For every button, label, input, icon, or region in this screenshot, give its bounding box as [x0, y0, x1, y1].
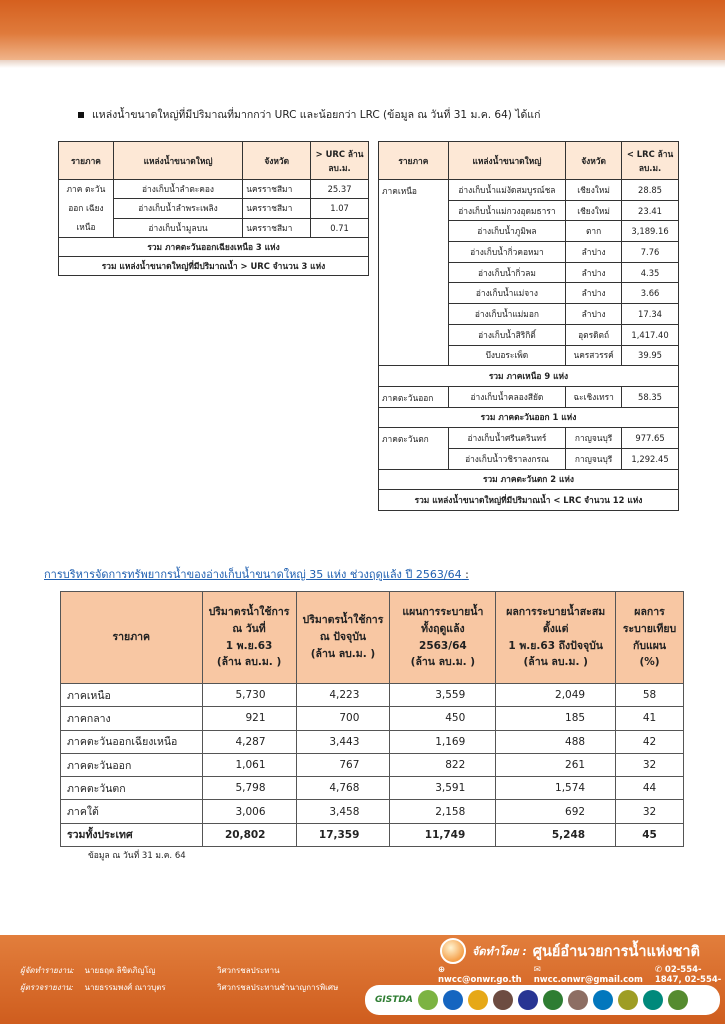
- sum-row: [61, 823, 684, 846]
- value-cell: 25.37: [311, 180, 369, 199]
- header-band: [0, 0, 725, 60]
- value-cell: 32: [616, 753, 684, 776]
- table-header-row: [61, 592, 684, 684]
- org-name: ศูนย์อำนวยการน้ำแห่งชาติ: [532, 943, 700, 960]
- navy-logo-icon: [518, 990, 538, 1010]
- total-cell: รวม แหล่งน้ำขนาดใหญ่ที่มีปริมาณน้ำ < LRC จำนวน 12 แห่ง: [379, 490, 679, 511]
- value-cell: 3.66: [622, 283, 679, 304]
- total-row: [59, 257, 369, 276]
- header-line: 1 พ.ย.63: [225, 639, 273, 652]
- col-province: จังหวัด: [243, 142, 311, 180]
- province-cell: นครราชสีมา: [243, 180, 311, 199]
- table-header-row: [379, 142, 679, 180]
- bullet-icon: [78, 112, 84, 118]
- value-cell: 3,443: [296, 730, 390, 753]
- reviewed-role: วิศวกรชลประทานชำนาญการพิเศษ: [217, 983, 339, 992]
- total-cell: รวม แหล่งน้ำขนาดใหญ่ที่มีปริมาณน้ำ > URC จำนวน 3 แห่ง: [59, 257, 369, 276]
- emblem-logo-icon: [468, 990, 488, 1010]
- subtotal-row: [379, 407, 679, 428]
- value-cell: 17,359: [296, 823, 390, 846]
- prepared-label: ผู้จัดทำรายงาน:: [20, 966, 75, 975]
- value-cell: 3,559: [390, 684, 496, 707]
- email-1-text[interactable]: nwcc@onwr.go.th: [438, 975, 522, 985]
- value-cell: 1,061: [202, 753, 296, 776]
- col-reservoir: แหล่งน้ำขนาดใหญ่: [448, 142, 565, 180]
- region-cell: ภาคตะวันตก: [61, 777, 203, 800]
- value-cell: 700: [296, 707, 390, 730]
- reservoir-cell: อ่างเก็บน้ำลำตะคอง: [113, 180, 242, 199]
- province-cell: นครสวรรค์: [566, 345, 622, 366]
- province-cell: เชียงใหม่: [566, 180, 622, 201]
- header-line: แผนการระบายน้ำ: [402, 605, 484, 618]
- province-cell: นครราชสีมา: [243, 199, 311, 218]
- header-lines: [502, 604, 609, 671]
- value-cell: 921: [202, 707, 296, 730]
- reservoir-cell: อ่างเก็บน้ำแม่มอก: [448, 304, 565, 325]
- table-row: [61, 730, 684, 753]
- seal-logo-icon: [493, 990, 513, 1010]
- management-body: [61, 684, 684, 847]
- province-cell: ตาก: [566, 221, 622, 242]
- dept-logo-icon: [443, 990, 463, 1010]
- header-line: ผลการ: [634, 605, 665, 618]
- table-row: [379, 386, 679, 407]
- email-2-text[interactable]: nwcc.onwr@gmail.com: [533, 975, 643, 985]
- lrc-body: [379, 180, 679, 511]
- reservoir-cell: อ่างเก็บน้ำกิ่วคอหมา: [448, 242, 565, 263]
- value-cell: 2,158: [390, 800, 496, 823]
- reservoir-cell: อ่างเก็บน้ำวชิราลงกรณ: [448, 448, 565, 469]
- table-row: [379, 428, 679, 449]
- header-line: (ล้าน ลบ.ม. ): [216, 656, 282, 669]
- teal-logo-icon: [643, 990, 663, 1010]
- brown-logo-icon: [568, 990, 588, 1010]
- value-cell: 4,223: [296, 684, 390, 707]
- header-line: ทั้งฤดูแล้ง 2563/64: [419, 622, 467, 652]
- value-cell: 2,049: [496, 684, 616, 707]
- section1-title: [78, 106, 540, 123]
- region-cell: ภาคใต้: [61, 800, 203, 823]
- value-cell: 261: [496, 753, 616, 776]
- reservoir-cell: อ่างเก็บน้ำแม่จาง: [448, 283, 565, 304]
- section2-title-text[interactable]: การบริหารจัดการทรัพยากรน้ำของอ่างเก็บน้ำขนาดใหญ่ 35 แห่ง ช่วงฤดูแล้ง ปี 2563/64: [44, 568, 462, 581]
- province-cell: ฉะเชิงเทรา: [566, 386, 622, 407]
- header-line: 1 พ.ย.63 ถึงปัจจุบัน: [508, 639, 603, 652]
- province-cell: กาญจนบุรี: [566, 428, 622, 449]
- header-line: ผลการระบายน้ำสะสม: [506, 605, 606, 618]
- reservoir-cell: อ่างเก็บน้ำแม่กวงอุดมธารา: [448, 200, 565, 221]
- col-volume-now: [296, 592, 390, 684]
- value-cell: 450: [390, 707, 496, 730]
- reservoir-cell: อ่างเก็บน้ำมูลบน: [113, 218, 242, 237]
- value-cell: 28.85: [622, 180, 679, 201]
- value-cell: 5,798: [202, 777, 296, 800]
- value-cell: 3,591: [390, 777, 496, 800]
- reviewed-label: ผู้ตรวจรายงาน:: [20, 983, 74, 992]
- value-cell: 977.65: [622, 428, 679, 449]
- value-cell: 45: [616, 823, 684, 846]
- value-cell: 767: [296, 753, 390, 776]
- table-row: [379, 180, 679, 201]
- value-cell: 822: [390, 753, 496, 776]
- region-cell: ภาคตะวันออกเฉียงเหนือ: [61, 730, 203, 753]
- col-province: จังหวัด: [566, 142, 622, 180]
- header-line: (ล้าน ลบ.ม. ): [310, 647, 376, 660]
- header-line: ณ วันที่: [232, 622, 266, 635]
- header-lines: [622, 604, 677, 671]
- value-cell: 17.34: [622, 304, 679, 325]
- total-row: [379, 490, 679, 511]
- region-cell: ภาคตะวันออก: [379, 386, 449, 407]
- section2-colon: :: [461, 568, 469, 581]
- subtotal-cell: รวม ภาคตะวันออกเฉียงเหนือ 3 แห่ง: [59, 238, 369, 257]
- prepared-role: วิศวกรชลประทาน: [217, 966, 280, 975]
- col-region: รายภาค: [59, 142, 114, 180]
- reviewed-name: นายธรรมพงศ์ ณาวบุตร: [84, 983, 166, 992]
- value-cell: 1,417.40: [622, 324, 679, 345]
- header-line: (ล้าน ลบ.ม. ): [523, 656, 588, 669]
- col-volume-nov: [202, 592, 296, 684]
- reservoir-cell: บึงบอระเพ็ด: [448, 345, 565, 366]
- reservoir-cell: อ่างเก็บน้ำคลองสียัด: [448, 386, 565, 407]
- header-shadow: [0, 60, 725, 68]
- section2-title[interactable]: [44, 565, 469, 583]
- value-cell: 39.95: [622, 345, 679, 366]
- table-row: [61, 684, 684, 707]
- col-region: รายภาค: [61, 592, 203, 684]
- province-cell: อุตรดิตถ์: [566, 324, 622, 345]
- subtotal-row: [379, 469, 679, 490]
- value-cell: 23.41: [622, 200, 679, 221]
- col-percent: [616, 592, 684, 684]
- footer-staff: [20, 962, 338, 996]
- region-cell: ภาค ตะวันออก เฉียงเหนือ: [59, 180, 114, 238]
- value-cell: 3,458: [296, 800, 390, 823]
- value-cell: 3,189.16: [622, 221, 679, 242]
- urc-table: [58, 141, 369, 276]
- header-line: ณ ปัจจุบัน: [319, 631, 367, 644]
- province-cell: ลำปาง: [566, 262, 622, 283]
- reservoir-cell: อ่างเก็บน้ำภูมิพล: [448, 221, 565, 242]
- gistda-logo: GISTDA: [375, 995, 413, 1005]
- olive-logo-icon: [618, 990, 638, 1010]
- subtotal-row: [379, 366, 679, 387]
- header-line: ตั้งแต่: [542, 622, 569, 635]
- value-cell: 58.35: [622, 386, 679, 407]
- value-cell: 41: [616, 707, 684, 730]
- value-cell: 11,749: [390, 823, 496, 846]
- value-cell: 32: [616, 800, 684, 823]
- value-cell: 42: [616, 730, 684, 753]
- col-reservoir: แหล่งน้ำขนาดใหญ่: [113, 142, 242, 180]
- table-row: [61, 707, 684, 730]
- header-line: (ล้าน ลบ.ม. ): [410, 656, 476, 669]
- lrc-table: [378, 141, 679, 511]
- col-result: [496, 592, 616, 684]
- table-header-row: [59, 142, 369, 180]
- region-cell: ภาคเหนือ: [61, 684, 203, 707]
- region-cell: ภาคกลาง: [61, 707, 203, 730]
- value-cell: 0.71: [311, 218, 369, 237]
- col-urc: > URC ล้าน ลบ.ม.: [311, 142, 369, 180]
- phone-text: 02-554-1847, 02-554-: [654, 965, 722, 985]
- forest-logo-icon: [668, 990, 688, 1010]
- value-cell: 1.07: [311, 199, 369, 218]
- green-logo-icon: [543, 990, 563, 1010]
- region-cell: ภาคเหนือ: [379, 180, 449, 366]
- reservoir-cell: อ่างเก็บน้ำกิ่วลม: [448, 262, 565, 283]
- value-cell: 185: [496, 707, 616, 730]
- value-cell: 488: [496, 730, 616, 753]
- subtotal-cell: รวม ภาคตะวันตก 2 แห่ง: [379, 469, 679, 490]
- globe-icon: ⊕: [438, 965, 446, 975]
- prepared-name: นายธฤต ลิขิตภิญโญ: [84, 966, 156, 975]
- subtotal-cell: รวม ภาคเหนือ 9 แห่ง: [379, 366, 679, 387]
- header-line: ระบายเทียบ: [622, 622, 677, 635]
- prepared-by-row: [20, 962, 338, 979]
- header-line: ปริมาตรน้ำใช้การ: [302, 614, 384, 627]
- value-cell: 5,248: [496, 823, 616, 846]
- value-cell: 1,169: [390, 730, 496, 753]
- reservoir-cell: อ่างเก็บน้ำสิริกิติ์: [448, 324, 565, 345]
- partner-logos: [365, 985, 720, 1015]
- province-cell: เชียงใหม่: [566, 200, 622, 221]
- value-cell: 7.76: [622, 242, 679, 263]
- value-cell: 20,802: [202, 823, 296, 846]
- value-cell: 44: [616, 777, 684, 800]
- province-cell: ลำปาง: [566, 283, 622, 304]
- data-note: ข้อมูล ณ วันที่ 31 ม.ค. 64: [88, 851, 186, 861]
- value-cell: 1,292.45: [622, 448, 679, 469]
- col-plan: [390, 592, 496, 684]
- header-lines: [396, 604, 489, 671]
- reservoir-cell: อ่างเก็บน้ำลำพระเพลิง: [113, 199, 242, 218]
- footer-org: [440, 938, 700, 964]
- header-line: กับแผน (%): [632, 639, 667, 669]
- org-by-label: จัดทำโดย :: [472, 945, 527, 958]
- subtotal-cell: รวม ภาคตะวันออก 1 แห่ง: [379, 407, 679, 428]
- reservoir-cell: อ่างเก็บน้ำศรีนครินทร์: [448, 428, 565, 449]
- region-cell: ภาคตะวันตก: [379, 428, 449, 469]
- management-table: [60, 591, 684, 847]
- section1-title-text: แหล่งน้ำขนาดใหญ่ที่มีปริมาณที่มากกว่า URC และน้อยกว่า LRC (ข้อมูล ณ วันที่ 31 ม.ค. 64) ได้แก่: [92, 109, 541, 121]
- phone-icon: ✆: [654, 965, 665, 975]
- region-cell: รวมทั้งประเทศ: [61, 823, 203, 846]
- reviewed-by-row: [20, 979, 338, 996]
- value-cell: 5,730: [202, 684, 296, 707]
- province-cell: กาญจนบุรี: [566, 448, 622, 469]
- province-cell: ลำปาง: [566, 304, 622, 325]
- region-cell: ภาคตะวันออก: [61, 753, 203, 776]
- table-row: [61, 777, 684, 800]
- value-cell: 4.35: [622, 262, 679, 283]
- header-line: ปริมาตรน้ำใช้การ: [208, 605, 290, 618]
- table-row: [59, 180, 369, 199]
- value-cell: 4,287: [202, 730, 296, 753]
- mail-icon: ✉: [533, 965, 541, 975]
- blue-logo-icon: [593, 990, 613, 1010]
- reservoir-cell: อ่างเก็บน้ำแม่งัดสมบูรณ์ชล: [448, 180, 565, 201]
- value-cell: 1,574: [496, 777, 616, 800]
- subtotal-row: [59, 238, 369, 257]
- province-cell: ลำปาง: [566, 242, 622, 263]
- province-cell: นครราชสีมา: [243, 218, 311, 237]
- value-cell: 692: [496, 800, 616, 823]
- header-lines: [209, 604, 290, 671]
- value-cell: 58: [616, 684, 684, 707]
- water-drop-icon: [440, 938, 466, 964]
- table-row: [61, 800, 684, 823]
- col-lrc: < LRC ล้าน ลบ.ม.: [622, 142, 679, 180]
- header-lines: [303, 612, 384, 662]
- value-cell: 3,006: [202, 800, 296, 823]
- value-cell: 4,768: [296, 777, 390, 800]
- leaf-logo-icon: [418, 990, 438, 1010]
- table-row: [61, 753, 684, 776]
- col-region: รายภาค: [379, 142, 449, 180]
